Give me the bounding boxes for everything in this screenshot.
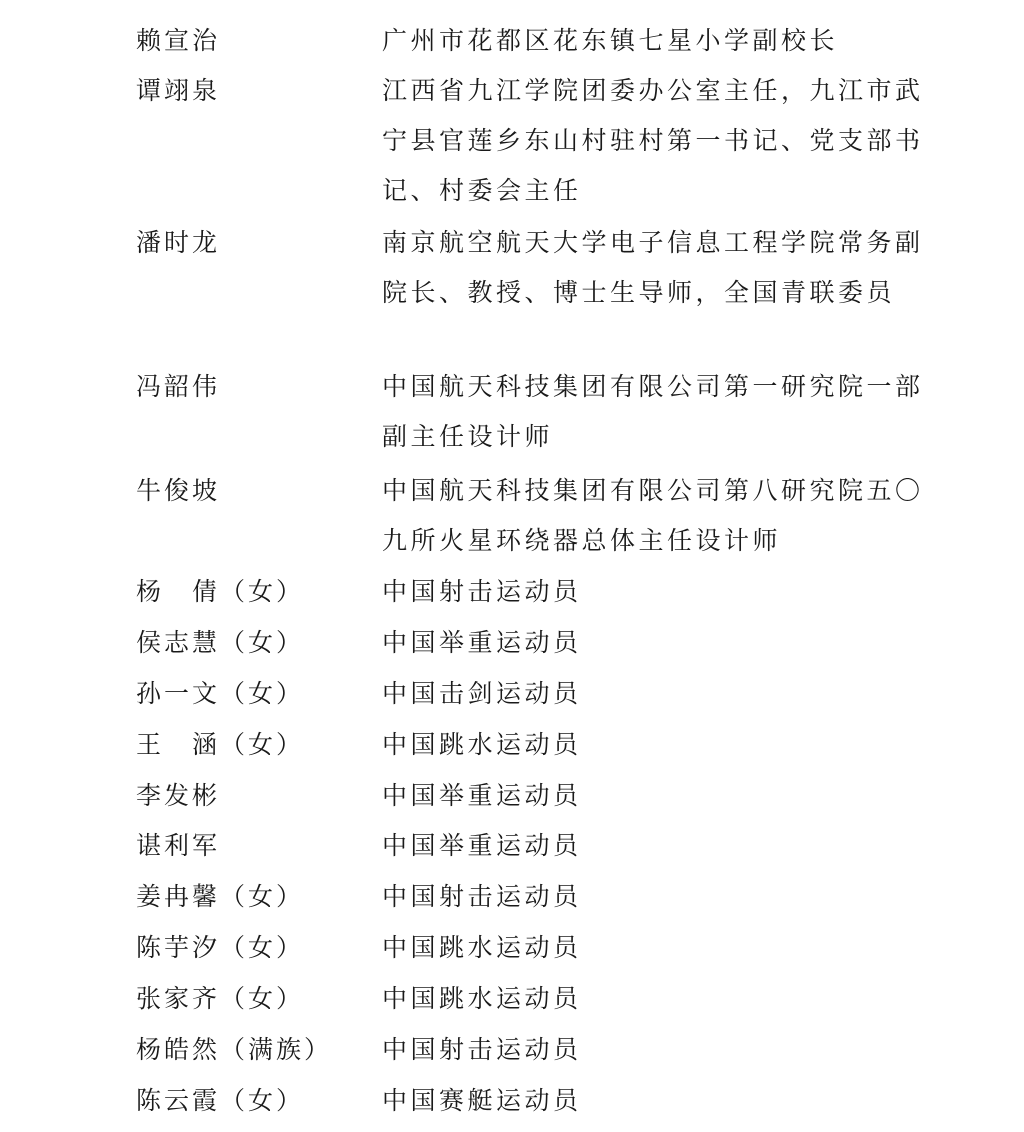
person-name: 杨 倩（女） — [136, 577, 305, 606]
title-line: 中国射击运动员 — [382, 882, 582, 911]
person-title — [382, 923, 902, 973]
title-line: 中国举重运动员 — [382, 781, 582, 810]
person-title — [382, 218, 924, 318]
person-name: 张家齐（女） — [136, 984, 305, 1013]
person-title — [382, 466, 924, 566]
title-line: 中国航天科技集团有限公司第八研究院五〇 — [382, 476, 924, 505]
person-title — [382, 872, 902, 922]
person-name: 孙一文（女） — [136, 679, 305, 708]
person-name: 冯韶伟 — [136, 372, 221, 401]
person-name: 谌利军 — [136, 831, 221, 860]
person-name: 侯志慧（女） — [136, 628, 305, 657]
person-name: 杨皓然（满族） — [136, 1035, 333, 1064]
person-name: 姜冉馨（女） — [136, 882, 305, 911]
person-title — [382, 974, 902, 1024]
person-name: 牛俊坡 — [136, 476, 221, 505]
person-name: 陈芋汐（女） — [136, 933, 305, 962]
title-line: 九所火星环绕器总体主任设计师 — [382, 526, 782, 555]
title-line: 中国赛艇运动员 — [382, 1086, 582, 1115]
person-name: 潘时龙 — [136, 228, 221, 257]
title-line: 中国航天科技集团有限公司第一研究院一部 — [382, 372, 924, 401]
person-name: 陈云霞（女） — [136, 1086, 305, 1115]
title-line: 中国射击运动员 — [382, 1035, 582, 1064]
person-name: 赖宣治 — [136, 26, 221, 55]
person-title — [382, 1025, 902, 1075]
person-title — [382, 1076, 902, 1126]
title-line: 宁县官莲乡东山村驻村第一书记、党支部书 — [382, 126, 924, 155]
person-name: 王 涵（女） — [136, 730, 305, 759]
title-line: 广州市花都区花东镇七星小学副校长 — [382, 26, 839, 55]
person-title — [382, 66, 924, 216]
person-title — [382, 669, 902, 719]
title-line: 中国跳水运动员 — [382, 730, 582, 759]
title-line: 副主任设计师 — [382, 422, 554, 451]
person-title — [382, 720, 902, 770]
title-line: 记、村委会主任 — [382, 176, 582, 205]
title-line: 院长、教授、博士生导师，全国青联委员 — [382, 278, 896, 307]
person-title — [382, 821, 902, 871]
person-title — [382, 618, 902, 668]
title-line: 中国击剑运动员 — [382, 679, 582, 708]
person-name: 谭翊泉 — [136, 76, 221, 105]
title-line: 中国跳水运动员 — [382, 933, 582, 962]
title-line: 中国举重运动员 — [382, 831, 582, 860]
person-name: 李发彬 — [136, 781, 221, 810]
title-line: 中国跳水运动员 — [382, 984, 582, 1013]
title-line: 江西省九江学院团委办公室主任，九江市武 — [382, 76, 924, 105]
person-title — [382, 771, 902, 821]
person-title — [382, 16, 902, 66]
title-line: 南京航空航天大学电子信息工程学院常务副 — [382, 228, 924, 257]
title-line: 中国射击运动员 — [382, 577, 582, 606]
person-title — [382, 567, 902, 617]
person-title — [382, 362, 924, 462]
title-line: 中国举重运动员 — [382, 628, 582, 657]
